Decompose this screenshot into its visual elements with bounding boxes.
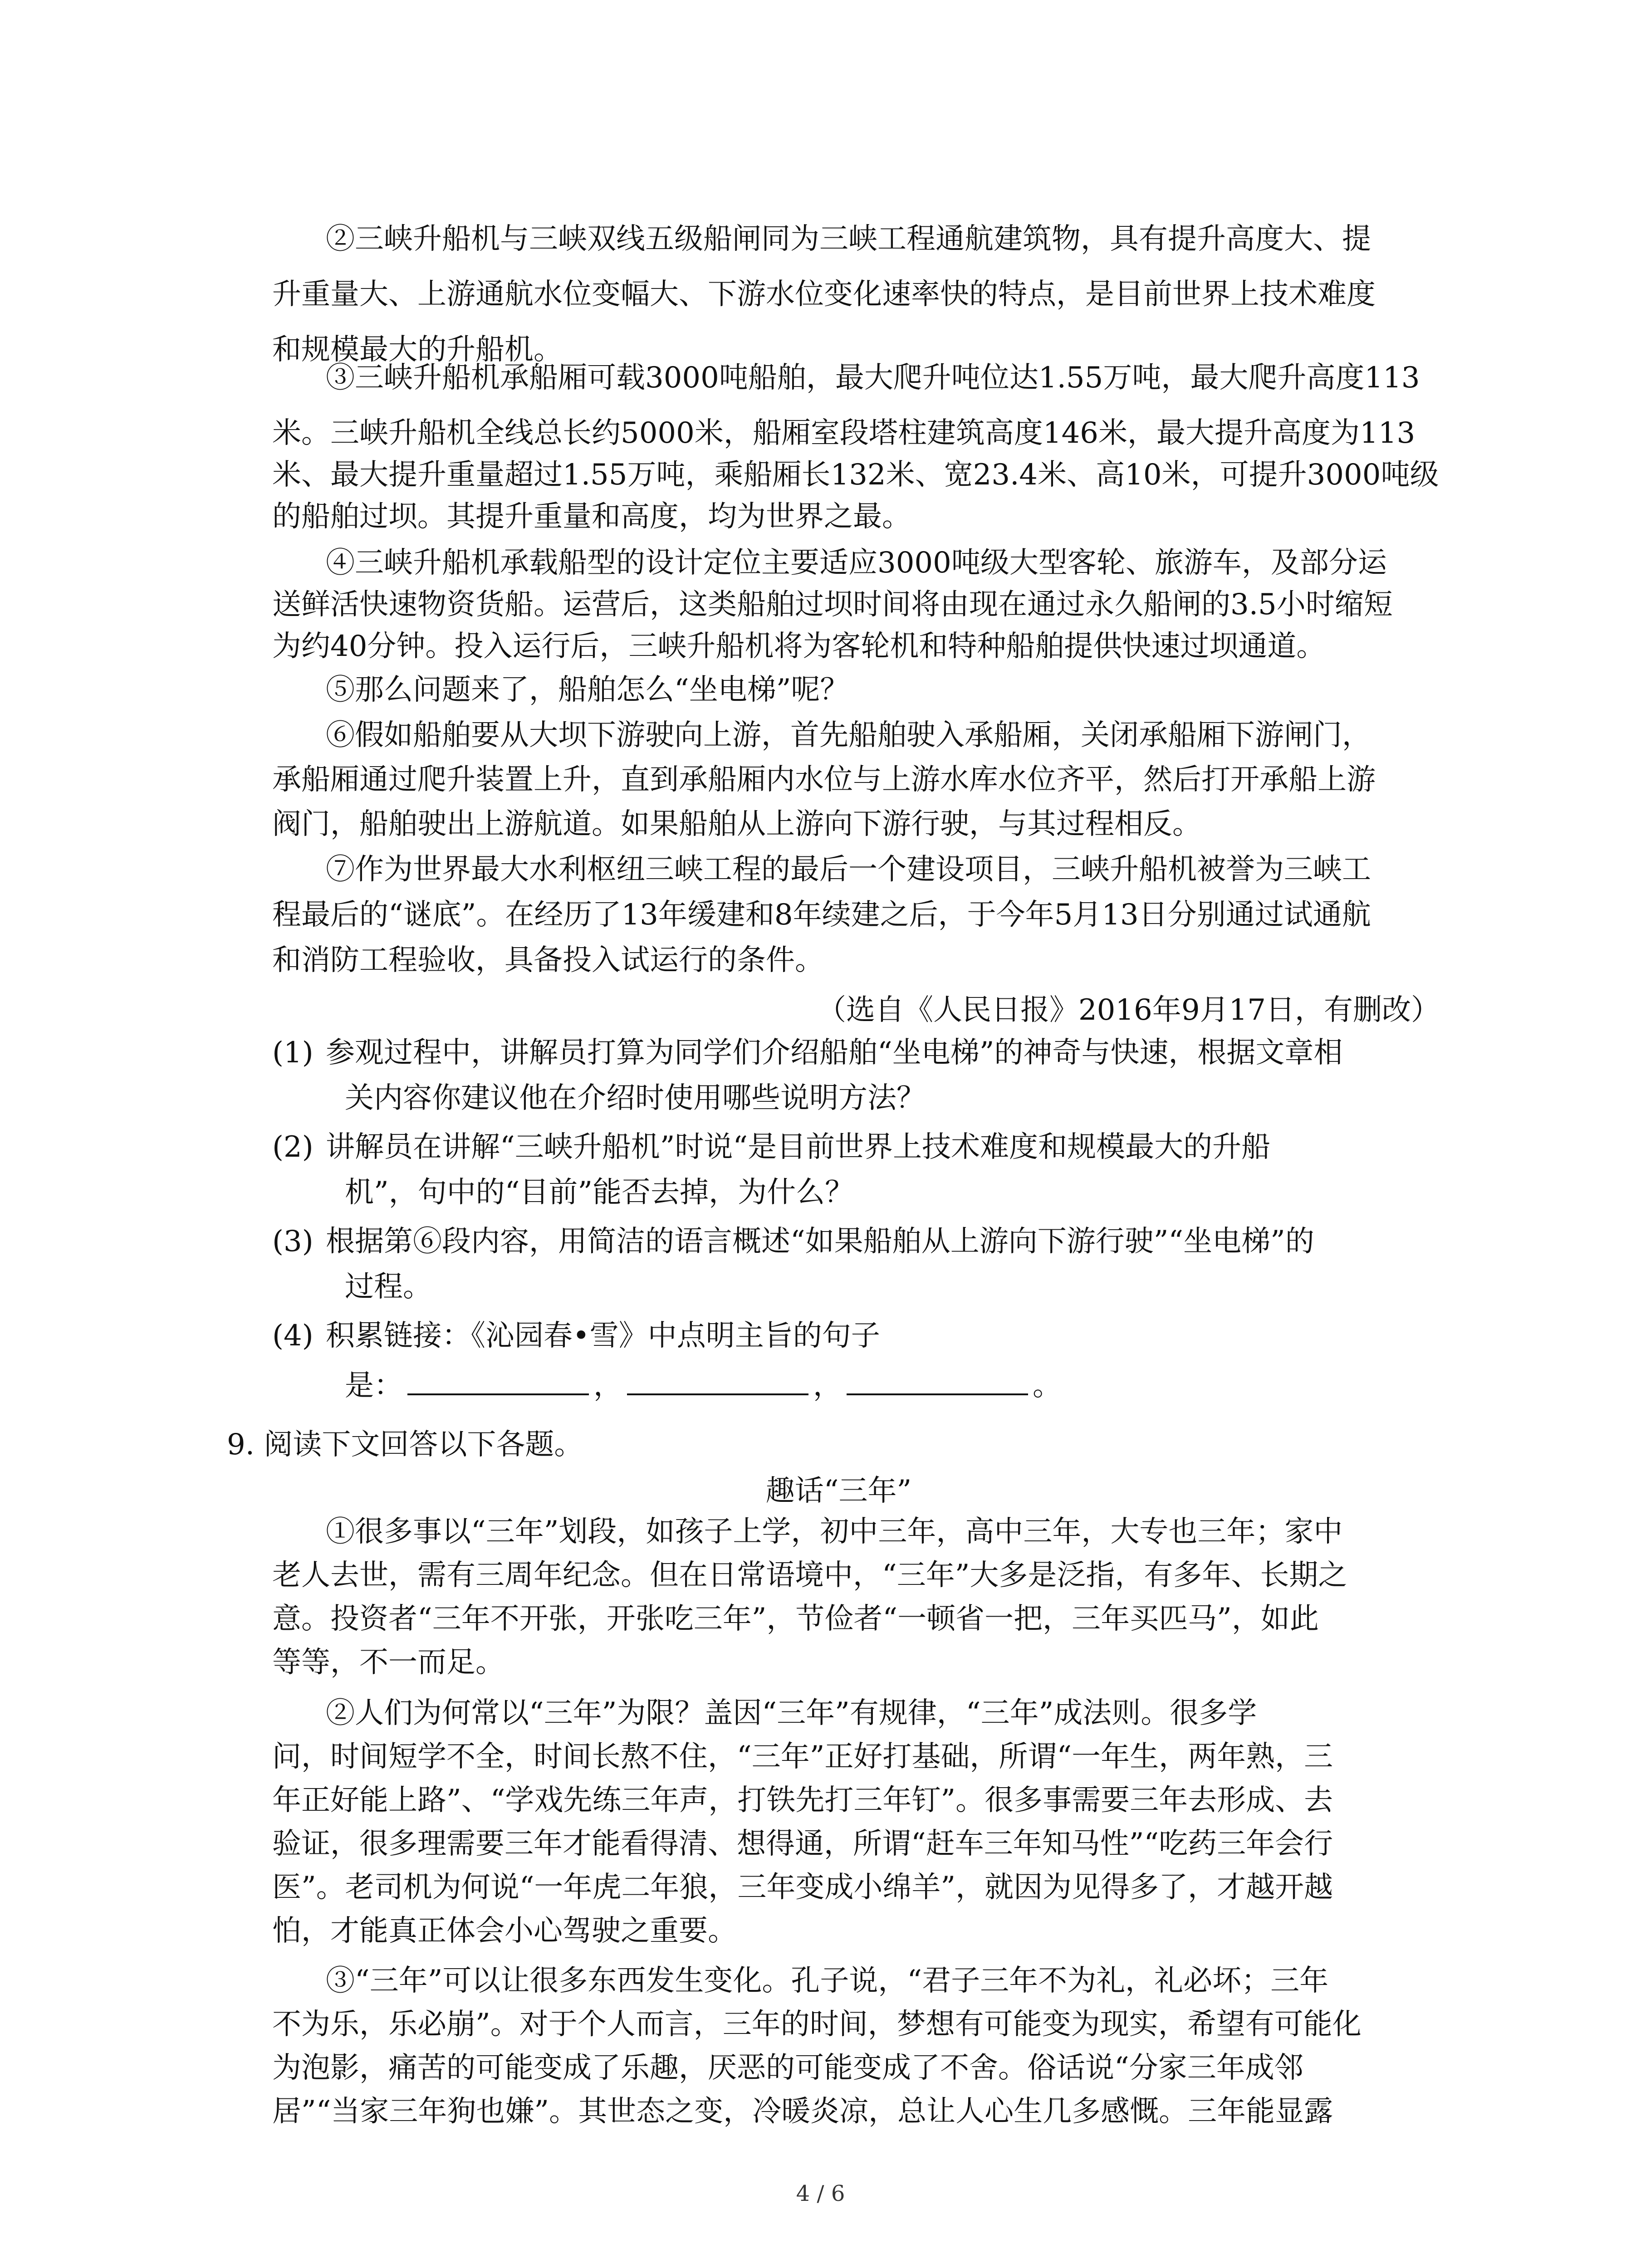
answer-line [345,1358,1062,1413]
question-9-heading: 9. 阅读下文回答以下各题。 [227,1428,583,1461]
passage-line: 为约40分钟。投入运行后，三峡升船机将为客轮机和特种船舶提供快速过坝通道。 [272,630,1326,663]
passage-line: ⑤那么问题来了，船舶怎么“坐电梯”呢？ [326,673,849,707]
passage-line: 米。三峡升船机全线总长约5000米，船厢室段塔柱建筑高度146米，最大提升高度为113 [272,416,1416,450]
article-line: 年正好能上路”、“学戏先练三年声，打铁先打三年钉”。很多事需要三年去形成、去 [272,1784,1333,1817]
article-line: 医”。老司机为何说“一年虎二年狼，三年变成小绵羊”，就因为见得多了，才越开越 [272,1871,1333,1904]
question-number: (1) [272,1036,314,1070]
answer-blank-3[interactable] [847,1364,1028,1395]
passage-line: 承船厢通过爬升装置上升，直到承船厢内水位与上游水库水位齐平，然后打开承船上游 [272,763,1376,797]
question-text: 积累链接：《沁园春•雪》中点明主旨的句子 [326,1319,880,1353]
passage-line: ②三峡升船机与三峡双线五级船闸同为三峡工程通航建筑物，具有提升高度大、提 [326,222,1371,256]
passage-line: 程最后的“谜底”。在经历了13年缓建和8年续建之后，于今年5月13日分别通过试通航 [272,898,1371,932]
question-number: (2) [272,1130,314,1164]
passage-line: ④三峡升船机承载船型的设计定位主要适应3000吨级大型客轮、旅游车，及部分运 [326,546,1387,580]
passage-line: ⑦作为世界最大水利枢纽三峡工程的最后一个建设项目，三峡升船机被誉为三峡工 [326,853,1371,886]
passage-line: 送鲜活快速物资货船。运营后，这类船舶过坝时间将由现在通过永久船闸的3.5小时缩短 [272,588,1393,621]
passage-line: ⑥假如船舶要从大坝下游驶向上游，首先船舶驶入承船厢，关闭承船厢下游闸门， [326,719,1371,752]
answer-blank-1[interactable] [407,1364,589,1395]
question-text: 关内容你建议他在介绍时使用哪些说明方法？ [345,1081,926,1115]
answer-separator: ， [593,1369,622,1403]
passage-line: ③三峡升船机承船厢可载3000吨船舶，最大爬升吨位达1.55万吨，最大爬升高度113 [326,361,1420,395]
passage-line: 米、最大提升重量超过1.55万吨，乘船厢长132米、宽23.4米、高10米，可提升3000吨级 [272,458,1439,492]
question-number: (3) [272,1225,314,1258]
question-text: 机”，句中的“目前”能否去掉，为什么？ [345,1176,854,1209]
question-text: 根据第⑥段内容，用简洁的语言概述“如果船舶从上游向下游行驶”“坐电梯”的 [326,1225,1314,1258]
passage-line: 升重量大、上游通航水位变幅大、下游水位变化速率快的特点，是目前世界上技术难度 [272,278,1376,311]
passage-line: 和规模最大的升船机。 [272,333,563,367]
article-line: 验证，很多理需要三年才能看得清、想得通，所谓“赶车三年知马性”“吃药三年会行 [272,1827,1333,1861]
article-line: 老人去世，需有三周年纪念。但在日常语境中，“三年”大多是泛指，有多年、长期之 [272,1559,1347,1592]
article-line: 不为乐，乐必崩”。对于个人而言，三年的时间，梦想有可能变为现实，希望有可能化 [272,2008,1362,2041]
source-citation: （选自《人民日报》2016年9月17日，有删改） [817,993,1440,1027]
answer-end: 。 [1033,1369,1062,1403]
passage-line: 和消防工程验收，具备投入试运行的条件。 [272,943,824,977]
article-line: ②人们为何常以“三年”为限？盖因“三年”有规律，“三年”成法则。很多学 [326,1696,1257,1730]
passage-line: 阀门，船舶驶出上游航道。如果船舶从上游向下游行驶，与其过程相反。 [272,807,1201,841]
article-line: 意。投资者“三年不开张，开张吃三年”，节俭者“一顿省一把，三年买匹马”，如此 [272,1602,1319,1636]
article-title: 趣话“三年” [765,1474,912,1508]
article-line: 问，时间短学不全，时间长熬不住，“三年”正好打基础，所谓“一年生，两年熟，三 [272,1740,1333,1774]
question-text: 过程。 [345,1270,432,1304]
article-line: 等等，不一而足。 [272,1646,505,1679]
article-line: 居”“当家三年狗也嫌”。其世态之变，冷暖炎凉，总让人心生几多感慨。三年能显露 [272,2095,1333,2128]
article-line: ③“三年”可以让很多东西发生变化。孔子说，“君子三年不为礼，礼必坏；三年 [326,1964,1329,1998]
question-text: 参观过程中，讲解员打算为同学们介绍船舶“坐电梯”的神奇与快速，根据文章相 [326,1036,1343,1070]
passage-line: 的船舶过坝。其提升重量和高度，均为世界之最。 [272,500,911,533]
article-line: ①很多事以“三年”划段，如孩子上学，初中三年，高中三年，大专也三年；家中 [326,1515,1343,1549]
article-line: 为泡影，痛苦的可能变成了乐趣，厌恶的可能变成了不舍。俗话说“分家三年成邻 [272,2051,1303,2085]
article-line: 怕，才能真正体会小心驾驶之重要。 [272,1914,737,1948]
page-number: 4 / 6 [796,2181,845,2206]
question-text: 讲解员在讲解“三峡升船机”时说“是目前世界上技术难度和规模最大的升船 [326,1130,1271,1164]
answer-blank-2[interactable] [627,1364,808,1395]
answer-separator: ， [813,1369,842,1403]
answer-prefix: 是： [345,1369,403,1403]
question-number: (4) [272,1319,314,1353]
